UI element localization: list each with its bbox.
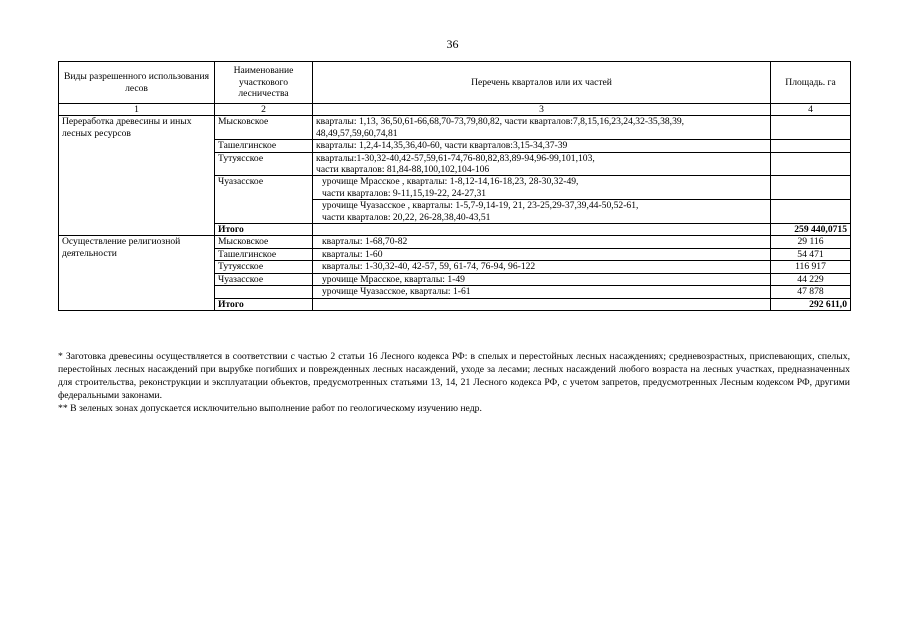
table-row: [59, 236, 851, 248]
quarters-line: части кварталов: 81,84-88,100,102,104-106: [316, 164, 490, 176]
forestry-cell: [215, 286, 313, 298]
quarters-cell: [313, 176, 771, 200]
total-label: Итого: [215, 298, 313, 310]
quarters-cell: [313, 236, 771, 248]
quarters-line: урочище Чуазасское , кварталы: 1-5,7-9,14-19, 21, 23-25,29-37,39,44-50,52-61,: [322, 200, 639, 212]
area-cell: [771, 152, 851, 176]
column-number-row: [59, 104, 851, 116]
quarters-cell: [313, 152, 771, 176]
area-cell: [771, 140, 851, 152]
header-use-type: Виды разрешенного использования лесов: [59, 62, 215, 104]
quarters-line: кварталы: 1,13, 36,50,61-66,68,70-73,79,80,82, части кварталов:7,8,15,16,23,24,32-35,38,39,: [316, 116, 685, 128]
quarters-line: урочище Чуазасское, кварталы: 1-61: [322, 286, 471, 298]
quarters-cell: [313, 261, 771, 273]
forestry-cell: Тутуясское: [215, 152, 313, 176]
use-type-cell: Осуществление религиозной деятельности: [59, 236, 215, 310]
quarters-cell: [313, 298, 771, 310]
area-cell: 44 229: [771, 273, 851, 285]
table-row: [59, 116, 851, 140]
quarters-cell: [313, 116, 771, 140]
area-cell: [771, 116, 851, 140]
forestry-cell: Ташелгинское: [215, 248, 313, 260]
column-number: 4: [771, 104, 851, 116]
total-area: 292 611,0: [771, 298, 851, 310]
footnote-text: * Заготовка древесины осуществляется в соответствии с частью 2 статьи 16 Лесного кодекса РФ: в спелых и перестойных лесных насаждениях; средневозрастных, приспевающих, спелых, перестойных лесных насаждений при вырубке погибших и поврежденных лесных насаждений, уходе за лесами; лесных насаждений любого возраста на лесных участках, предназначенных для строительства, реконструкции и эксплуатации объектов, предусмотренных статьями 13, 14, 21 Лесного кодекса РФ, с учетом запретов, предусмотренных Лесным кодексом РФ, другими федеральными законами.: [58, 351, 850, 401]
total-label: Итого: [215, 224, 313, 236]
forestry-cell: Мысковское: [215, 116, 313, 140]
column-number: 2: [215, 104, 313, 116]
area-cell: 54 471: [771, 248, 851, 260]
quarters-line: кварталы: 1-60: [322, 248, 383, 260]
column-number: 3: [313, 104, 771, 116]
area-cell: [771, 200, 851, 224]
header-forestry: Наименование участкового лесничества: [215, 62, 313, 104]
quarters-cell: [313, 273, 771, 285]
use-type-cell: Переработка древесины и иных лесных ресурсов: [59, 116, 215, 236]
footnotes: [58, 350, 850, 415]
quarters-cell: [313, 248, 771, 260]
forestry-cell: Чуазасское: [215, 273, 313, 285]
area-cell: 47 878: [771, 286, 851, 298]
table-header-row: [59, 62, 851, 104]
area-cell: [771, 176, 851, 200]
quarters-line: части кварталов: 9-11,15,19-22, 24-27,31: [322, 187, 487, 199]
header-area: Площадь. га: [771, 62, 851, 104]
quarters-cell: [313, 140, 771, 152]
forestry-cell: Ташелгинское: [215, 140, 313, 152]
column-number: 1: [59, 104, 215, 116]
quarters-cell: [313, 224, 771, 236]
forestry-cell: Чуазасское: [215, 176, 313, 224]
total-area: 259 440,0715: [771, 224, 851, 236]
quarters-line: кварталы:1-30,32-40,42-57,59,61-74,76-80,82,83,89-94,96-99,101,103,: [316, 152, 595, 164]
forest-use-table: [58, 61, 851, 311]
quarters-line: кварталы: 1-68,70-82: [322, 236, 408, 248]
quarters-line: кварталы: 1-30,32-40, 42-57, 59, 61-74, 76-94, 96-122: [322, 261, 536, 273]
quarters-line: 48,49,57,59,60,74,81: [316, 127, 398, 139]
forestry-cell: Мысковское: [215, 236, 313, 248]
quarters-line: урочище Мрасское, кварталы: 1-49: [322, 273, 465, 285]
quarters-line: части кварталов: 20,22, 26-28,38,40-43,51: [322, 211, 491, 223]
quarters-cell: [313, 286, 771, 298]
footnote-text: ** В зеленых зонах допускается исключительно выполнение работ по геологическому изучению недр.: [58, 403, 482, 414]
quarters-line: кварталы: 1,2,4-14,35,36,40-60, части кварталов:3,15-34,37-39: [316, 140, 568, 152]
quarters-cell: [313, 200, 771, 224]
forestry-cell: Тутуясское: [215, 261, 313, 273]
header-quarters: Перечень кварталов или их частей: [313, 62, 771, 104]
page-number: 36: [446, 37, 459, 51]
area-cell: 116 917: [771, 261, 851, 273]
quarters-line: урочище Мрасское , кварталы: 1-8,12-14,16-18,23, 28-30,32-49,: [322, 176, 579, 188]
area-cell: 29 116: [771, 236, 851, 248]
